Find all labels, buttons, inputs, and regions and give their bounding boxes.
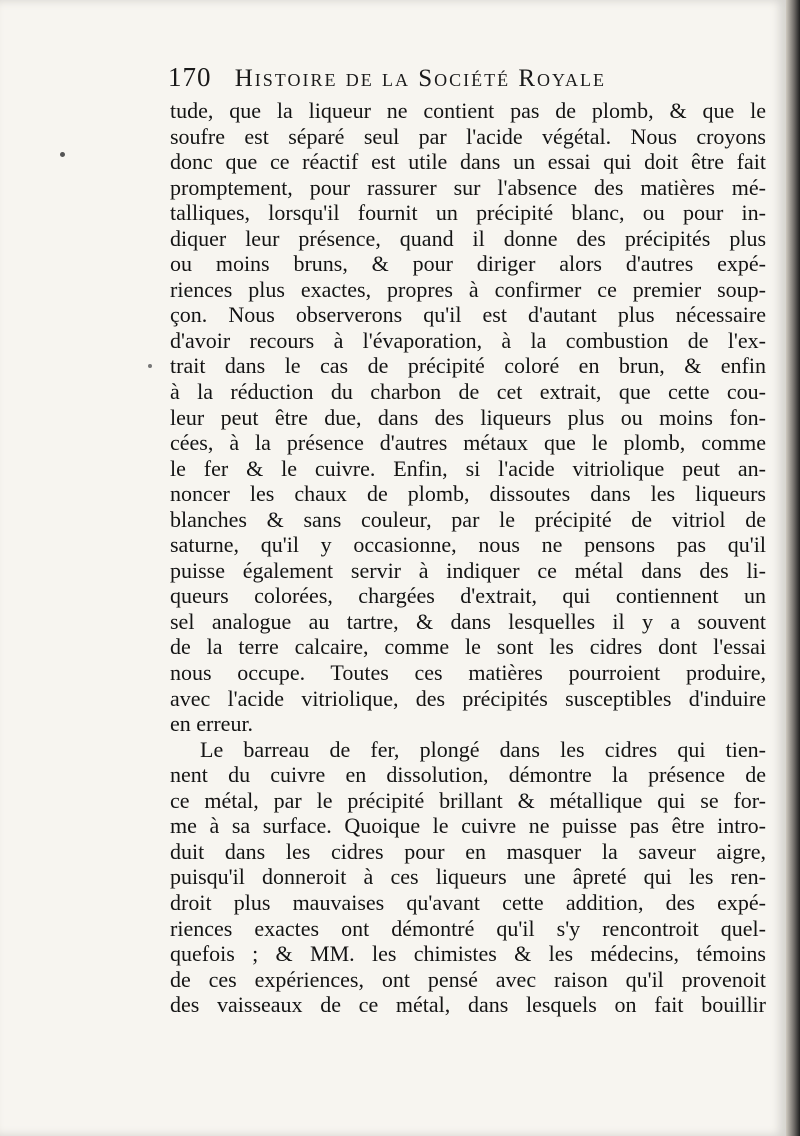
text-line: talliques, lorsqu'il fournit un précipité blanc, ou pour in- <box>170 200 766 226</box>
text-line: riences exactes ont démontré qu'il s'y rencontroit quel- <box>170 915 766 941</box>
text-line: leur peut être due, dans des liqueurs plus ou moins fon- <box>170 404 766 430</box>
text-line: sel analogue au tartre, & dans lesquelles il y a souvent <box>170 608 766 634</box>
text-line: soufre est séparé seul par l'acide végétal. Nous croyons <box>170 123 766 149</box>
text-line: diquer leur présence, quand il donne des précipités plus <box>170 225 766 251</box>
text-line: cées, à la présence d'autres métaux que le plomb, comme <box>170 430 766 456</box>
running-header <box>168 62 728 100</box>
text-line: à la réduction du charbon de cet extrait, que cette cou- <box>170 379 766 405</box>
body-text <box>170 98 766 1018</box>
page-binding-edge <box>786 0 800 1136</box>
text-line: ce métal, par le précipité brillant & métallique qui se for- <box>170 787 766 813</box>
text-line: duit dans les cidres pour en masquer la saveur aigre, <box>170 838 766 864</box>
text-line: nent du cuivre en dissolution, démontre la présence de <box>170 762 766 788</box>
text-line: riences plus exactes, propres à confirmer ce premier soup- <box>170 276 766 302</box>
text-line: saturne, qu'il y occasionne, nous ne pensons pas qu'il <box>170 532 766 558</box>
text-line: çon. Nous observerons qu'il est d'autant plus nécessaire <box>170 302 766 328</box>
text-line: avec l'acide vitriolique, des précipités susceptibles d'induire <box>170 685 766 711</box>
text-line: blanches & sans couleur, par le précipité de vitriol de <box>170 506 766 532</box>
text-line: de la terre calcaire, comme le sont les cidres dont l'essai <box>170 634 766 660</box>
text-line: noncer les chaux de plomb, dissoutes dans les liqueurs <box>170 481 766 507</box>
text-line: promptement, pour rassurer sur l'absence des matières mé- <box>170 174 766 200</box>
text-line: trait dans le cas de précipité coloré en brun, & enfin <box>170 353 766 379</box>
text-line: droit plus mauvaises qu'avant cette addition, des expé- <box>170 889 766 915</box>
running-title: Histoire de la Société Royale <box>234 65 607 92</box>
text-line: donc que ce réactif est utile dans un essai qui doit être fait <box>170 149 766 175</box>
paragraph-end-line: en erreur. <box>170 711 254 737</box>
text-line: nous occupe. Toutes ces matières pourroient produire, <box>170 660 766 686</box>
text-line: tude, que la liqueur ne contient pas de plomb, & que le <box>170 98 766 123</box>
text-line: quefois ; & MM. les chimistes & les médecins, témoins <box>170 941 766 967</box>
text-line: le fer & le cuivre. Enfin, si l'acide vitriolique peut an- <box>170 455 766 481</box>
paragraph-start-line: Le barreau de fer, plongé dans les cidres qui tien- <box>200 736 766 762</box>
text-line: queurs colorées, chargées d'extrait, qui contiennent un <box>170 583 766 609</box>
page-number: 170 <box>168 62 212 92</box>
text-line: ou moins bruns, & pour diriger alors d'autres expé- <box>170 251 766 277</box>
text-line: puisqu'il donneroit à ces liqueurs une âpreté qui les ren- <box>170 864 766 890</box>
text-line: des vaisseaux de ce métal, dans lesquels on fait bouillir <box>170 992 766 1018</box>
ink-spot <box>60 152 65 157</box>
text-line: d'avoir recours à l'évaporation, à la combustion de l'ex- <box>170 327 766 353</box>
text-line: puisse également servir à indiquer ce métal dans des li- <box>170 557 766 583</box>
text-line: me à sa surface. Quoique le cuivre ne puisse pas être intro- <box>170 813 766 839</box>
text-line: de ces expériences, ont pensé avec raison qu'il provenoit <box>170 966 766 992</box>
ink-spot <box>148 364 152 368</box>
